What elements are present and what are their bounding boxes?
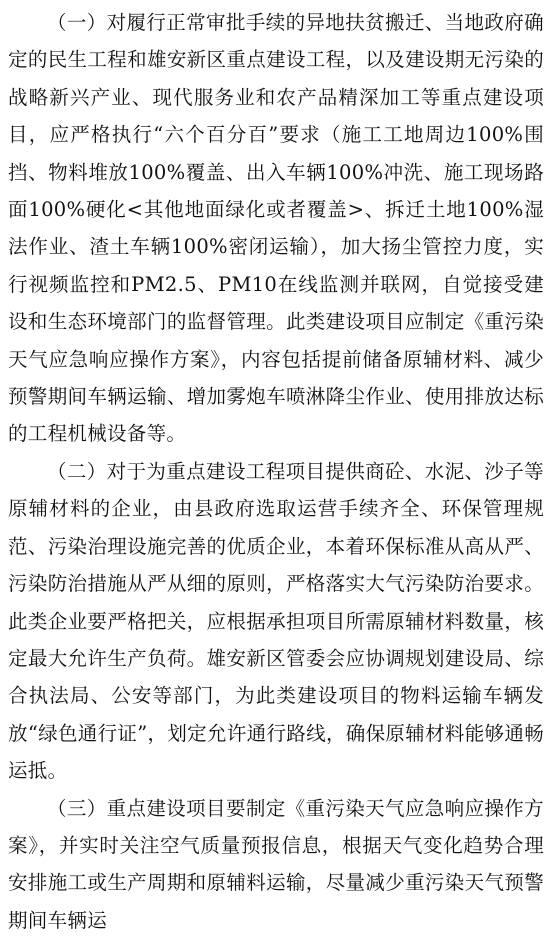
paragraph-3: （三）重点建设项目要制定《重污染天气应急响应操作方案》，并实时关注空气质量预报信息，根据天气变化趋势合理安排施工或生产周期和原辅料运输，尽量减少重污染天气预警期间车辆运 [8,796,544,932]
paragraph-1: （一）对履行正常审批手续的异地扶贫搬迁、当地政府确定的民生工程和雄安新区重点建设工程，以及建设期无污染的战略新兴产业、现代服务业和农产品精深加工等重点建设项目，应严格执行“六个百分百”要求（施工工地周边100%围挡、物料堆放100%覆盖、出入车辆100%冲洗、施工现场路面100%硬化<其他地面绿化或者覆盖>、拆迁土地100%湿法作业、渣土车辆100%密闭运输），加大扬尘管控力度，实行视频监控和PM2.5、PM10在线监测并联网，自觉接受建设和生态环境部门的监督管理。此类建设项目应制定《重污染天气应急响应操作方案》，内容包括提前储备原辅材料、减少预警期间车辆运输、增加雾炮车喷淋降尘作业、使用排放达标的工程机械设备等。 [8,11,544,446]
paragraph-2: （二）对于为重点建设工程项目提供商砼、水泥、沙子等原辅材料的企业，由县政府选取运营手续齐全、环保管理规范、污染治理设施完善的优质企业，本着环保标准从高从严、污染防治措施从严从细的原则，严格落实大气污染防治要求。此类企业要严格把关，应根据承担项目所需原辅材料数量，核定最大允许生产负荷。雄安新区管委会应协调规划建设局、综合执法局、公安等部门，为此类建设项目的物料运输车辆发放“绿色通行证”，划定允许通行路线，确保原辅材料能够通畅运抵。 [8,459,544,783]
